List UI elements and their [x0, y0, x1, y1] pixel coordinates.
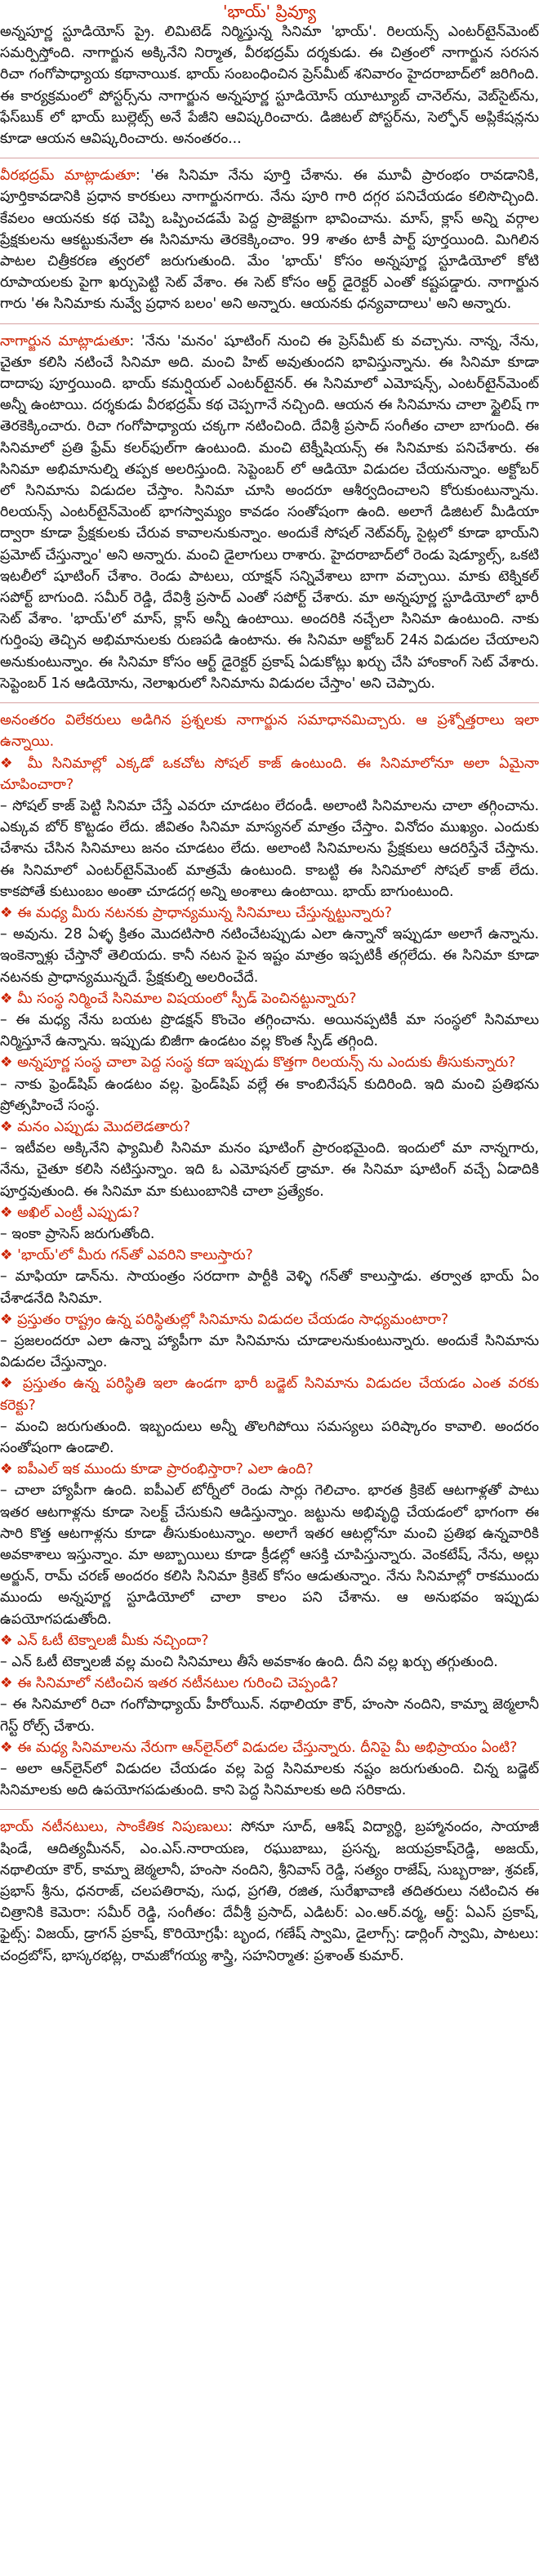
question: ❖ అఖిల్ ఎంట్రీ ఎప్పుడు? — [0, 1204, 140, 1221]
divider — [0, 1809, 539, 1810]
speech-text: 'నేను 'మనం' షూటింగ్ నుంచి ఈ ప్రెస్‌మీట్ కు వచ్చాను. నాన్న, నేను, చైతూ కలిసి నటించే సినిమా అది. మంచి హిట్ అవుతుందని భావిస్తున్నాను. ఈ సినిమా కూడా దాదాపు పూర్తయింది. భాయ్ కమర్షియల్ ఎంటర్‌టైనర్. ఈ సినిమాలో ఎమోషన్స్, ఎంటర్‌టైన్‌మెంట్ అన్నీ ఉంటాయి. దర్శకుడు వీరభద్రమ్ కథ చెప్పగానే నచ్చింది. ఆయన ఈ సినిమాను చాలా స్టైలిష్ గా తెరకెక్కించారు. రిచా గంగోపాధ్యాయ చక్కగా నటించింది. దేవిశ్రీ ప్రసాద్ సంగీతం చాలా బాగుంది. ఈ సినిమాలో ప్రతి ఫ్రేమ్ కలర్‌ఫుల్‌గా ఉంటుంది. మంచి టెక్నీషియన్స్ ఈ సినిమాకు పనిచేశారు. ఈ సినిమా అభిమానుల్ని తప్పక అలరిస్తుంది. సెప్టెంబర్ లో ఆడియో విడుదల చేయనున్నాం. అక్టోబర్ లో సినిమాను విడుదల చేస్తాం. సినిమా చూసి అందరూ ఆశీర్వదించాలని కోరుకుంటున్నాను. రిలయన్స్ ఎంటర్‌టైన్‌మెంట్ భాగస్వామ్యం కావడం సంతోషంగా ఉంది. అలాగే డిజిటల్ మీడియా ద్వారా కూడా ప్రేక్షకులకు చేరువ కావాలనుకున్నాం. అందుకే సోషల్ నెట్‌వర్క్ సైట్లలో కూడా భాయ్‌ని ప్రమోట్ చేస్తున్నాం' అని అన్నారు. మంచి డైలాగులు రాశారు. హైదరాబాద్‌లో రెండు షెడ్యూల్స్, ఒకటి ఇటలీలో షూటింగ్ చేశాం. రెండు పాటలు, యాక్షన్ సన్నివేశాలు బాగా వచ్చాయి. మాకు టెక్నికల్ సపోర్ట్ బాగుంది. సమీర్ రెడ్డి, దేవిశ్రీ ప్రసాద్ ఎంతో సపోర్ట్ చేశారు. మా అన్నపూర్ణ స్టూడియోలో భారీ సెట్ వేశాం. 'భాయ్'లో మాస్, క్లాస్ అన్నీ ఉంటాయి. అందరికి నచ్చేలా సినిమా ఉంటుంది. నాకు గుర్తింపు తెచ్చిన అభిమానులకు రుణపడి ఉంటాను. ఈ సినిమా అక్టోబర్ 24న విడుదల చేయాలని అనుకుంటున్నాం. ఈ సినిమా కోసం ఆర్ట్ డైరెక్టర్ ప్రకాష్ ఏడుకోట్లు ఖర్చు చేసి హాంకాంగ్ సెట్ వేశారు. సెప్టెంబర్ 1న ఆడియోను, నెలాఖరులో సినిమాను విడుదల చేస్తాం' అని చెప్పారు. — [0, 332, 539, 692]
question: ❖ ప్రస్తుతం రాష్ట్రం ఉన్న పరిస్థితుల్లో సినిమాను విడుదల చేయడం సాధ్యమంటారా? — [0, 1311, 449, 1328]
question: ❖ ఈ మధ్య సినిమాలను నేరుగా ఆన్‌లైన్‌లో విడుదల చేస్తున్నారు. దీనిపై మీ అభిప్రాయం ఏంటి? — [0, 1739, 518, 1756]
answer: – మాఫియా డాన్‌ను. సాయంత్రం సరదాగా పార్టీకి వెళ్ళి గన్‌తో కాలుస్తాడు. తర్వాత భాయ్ ఏం చేశాడనేది సినిమా. — [0, 1268, 539, 1307]
answer: – సోషల్ కాజ్ పెట్టి సినిమా చేస్తే ఎవరూ చూడటం లేదండీ. అలాంటి సినిమాలను చాలా తగ్గించాను. ఎక్కువ బోర్ కొట్టడం లేదు. జీవితం సినిమా మాస్యనల్ మాత్రం చేస్తాం. వినోదం ముఖ్యం. ఎందుకు చేశాను చేసిన సినిమాలు జనం చూడటం లేదు. అలాంటి సినిమాలను ప్రేక్షకులు ఆదరిస్తేనే చేస్తాను. ఈ సినిమాలో ఎంటర్‌టైన్‌మెంట్ మాత్రమే ఉంటుంది. కాబట్టి ఈ సినిమాలో సోషల్ కాజ్ లేదు. కాకపోతే కుటుంబం అంతా చూడదగ్గ అన్ని అంశాలు ఉంటాయి. భాయ్ బాగుంటుంది. — [0, 797, 539, 900]
crew-label: భాయ్ నటీనటులు, సాంకేతిక నిపుణులు — [0, 1819, 229, 1836]
answer: – ఇటీవల అక్కినేని ఫ్యామిలీ సినిమా మనం షూటింగ్ ప్రారంభమైంది. ఇందులో మా నాన్నగారు, నేను, చైతూ కలిసి నటిస్తున్నాం. ఇది ఓ ఎమోషనల్ డ్రామా. ఈ సినిమా షూటింగ్ వచ్చే ఏడాదికి పూర్తవుతుంది. ఈ సినిమా మా కుటుంబానికి చాలా ప్రత్యేకం. — [0, 1140, 539, 1200]
divider — [0, 702, 539, 703]
question: ❖ ప్రస్తుతం ఉన్న పరిస్థితి ఇలా ఉండగా భారీ బడ్జెట్ సినిమాను విడుదల చేయడం ఎంత వరకు కరెక్టు? — [0, 1375, 539, 1414]
answer: – అలా ఆన్‌లైన్‌లో విడుదల చేయడం వల్ల పెద్ద సినిమాలకు నష్టం జరుగుతుంది. చిన్న బడ్జెట్ సినిమాలకు అది ఉపయోగపడుతుంది. కాని పెద్ద సినిమాలకు అది సరికాదు. — [0, 1761, 539, 1799]
qa-list — [0, 753, 539, 1802]
answer: – ఎన్ ఓటీ టెక్నాలజీ వల్ల మంచి సినిమాలు తీసే అవకాశం ఉంది. దీని వల్ల ఖర్చు తగ్గుతుంది. — [0, 1654, 498, 1671]
question: ❖ అన్నపూర్ణ సంస్థ చాలా పెద్ద సంస్థ కదా ఇప్పుడు కొత్తగా రిలయన్స్ ను ఎందుకు తీసుకున్నారు? — [0, 1054, 516, 1072]
question: ❖ 'భాయ్'లో మీరు గన్‌తో ఎవరిని కాలుస్తారు? — [0, 1247, 253, 1264]
intro-paragraph: అన్నపూర్ణ స్టూడియోస్ ప్రై. లిమిటెడ్ నిర్మిస్తున్న సినిమా 'భాయ్'. రిలయన్స్ ఎంటర్‌టైన్‌మెంట్ సమర్పిస్తోంది. నాగార్జున అక్కినేని నిర్మాత, వీరభద్రమ్ దర్శకుడు. ఈ చిత్రంలో నాగార్జున సరసన రిచా గంగోపాధ్యాయ కథానాయిక. భాయ్ సంబంధించిన ప్రెస్‌మీట్ శనివారం హైదరాబాద్‌లో జరిగింది. ఈ కార్యక్రమంలో పోస్టర్స్‌ను నాగార్జున అన్నపూర్ణ స్టూడియోస్ యూట్యూబ్ చానెల్‌ను, వెబ్‌సైట్‌ను, ఫేస్‌బుక్ లో భాయ్ బుల్లెట్స్ అనే పేజీని ఆవిష్కరించారు. డిజిటల్ పోస్టర్‌ను, సెల్ఫోన్ అప్లికేషన్లను కూడా ఆయన ఆవిష్కరించారు. అనంతరం... — [0, 24, 539, 148]
question: ❖ మీ సంస్థ నిర్మించే సినిమాల విషయంలో స్పీడ్ పెంచినట్టున్నారు? — [0, 990, 357, 1007]
crew-list: సోనూ సూద్, ఆశిష్ విద్యార్థి, బ్రహ్మానందం, సాయాజీ షిండే, ఆదిత్యమీనన్, ఎం.ఎస్.నారాయణ, రఘుబాబు, ప్రసన్న, జయప్రకాష్‌రెడ్డి, అజయ్, నథాలియా కౌర్, కామ్నా జెఠ్మలానీ, హంసా నందిని, శ్రీనివాస్ రెడ్డి, సత్యం రాజేష్, సుబ్బరాజు, శ్రవణ్, ప్రభాస్ శ్రీను, ధనరాజ్, చలపతిరావు, సుధ, ప్రగతి, రజిత, సురేఖావాణి తదితరులు నటించిన ఈ చిత్రానికి కెమెరా: సమీర్ రెడ్డి, సంగీతం: దేవీశ్రీ ప్రసాద్, ఎడిటర్: ఎం.ఆర్.వర్మ, ఆర్ట్: ఏఎస్ ప్రకాష్, ఫైట్స్: విజయ్, డ్రాగన్ ప్రకాష్, కొరియోగ్రఫీ: బృంద, గణేష్ స్వామి, డైలాగ్స్: డార్లింగ్ స్వామి, పాటలు: చంద్రబోస్, భాస్కరభట్ల, రామజోగయ్య శాస్త్రి, సహనిర్మాత: ప్రశాంత్ కుమార్. — [0, 1819, 539, 1964]
answer: – నాకు ఫ్రెండ్‌షిప్ ఉండటం వల్ల. ఫ్రెండ్‌షిప్ వల్లే ఈ కాంబినేషన్ కుదిరింది. ఇది మంచి ప్రతిభను ప్రోత్సహించే సంస్థ. — [0, 1076, 539, 1114]
answer: – చాలా హ్యాపీగా ఉంది. ఐపీఎల్ టోర్నీలో రెండు సార్లు గెలిచాం. భారత క్రికెట్ ఆటగాళ్లతో పాటు ఇతర ఆటగాళ్లను కూడా సెలక్ట్ చేసుకుని ఆడిస్తున్నాం. జట్టును అభివృద్ధి చేయడంలో భాగంగా ఈ సారి కొత్త ఆటగాళ్లను కూడా తీసుకుంటున్నాం. అలాగే ఇతర ఆటల్లోనూ మంచి ప్రతిభ ఉన్నవారికి అవకాశాలు ఇస్తున్నాం. మా అబ్బాయిలు కూడా క్రీడల్లో ఆసక్తి చూపిస్తున్నారు. వెంకటేష్, నేను, అల్లు అర్జున్, రామ్ చరణ్ అందరం కలిసి సినిమా క్రికెట్ కోసం ఆడుతున్నాం. నేను సినిమాల్లో రాకముందు ముందు అన్నపూర్ణ స్టూడియోలో చాలా కాలం పని చేశాను. ఆ అనుభవం ఇప్పుడు ఉపయోగపడుతోంది. — [0, 1482, 539, 1628]
producer-speech: నాగార్జున మాట్లాడుతూ: 'నేను 'మనం' షూటింగ్ నుంచి ఈ ప్రెస్‌మీట్ కు వచ్చాను. నాన్న, నేను, చైతూ కలిసి నటించే సినిమా అది. మంచి హిట్ అవుతుందని భావిస్తున్నాను. ఈ సినిమా కూడా దాదాపు పూర్తయింది. భాయ్ కమర్షియల్ ఎంటర్‌టైనర్. ఈ సినిమాలో ఎమోషన్స్, ఎంటర్‌టైన్‌మెంట్ అన్నీ ఉంటాయి. దర్శకుడు వీరభద్రమ్ కథ చెప్పగానే నచ్చింది. ఆయన ఈ సినిమాను చాలా స్టైలిష్ గా తెరకెక్కించారు. రిచా గంగోపాధ్యాయ చక్కగా నటించింది. దేవిశ్రీ ప్రసాద్ సంగీతం చాలా బాగుంది. ఈ సినిమాలో ప్రతి ఫ్రేమ్ కలర్‌ఫుల్‌గా ఉంటుంది. మంచి టెక్నీషియన్స్ ఈ సినిమాకు పనిచేశారు. ఈ సినిమా అభిమానుల్ని తప్పక అలరిస్తుంది. సెప్టెంబర్ లో ఆడియో విడుదల చేయనున్నాం. అక్టోబర్ లో సినిమాను విడుదల చేస్తాం. సినిమా చూసి అందరూ ఆశీర్వదించాలని కోరుకుంటున్నాను. రిలయన్స్ ఎంటర్‌టైన్‌మెంట్ భాగస్వామ్యం కావడం సంతోషంగా ఉంది. అలాగే డిజిటల్ మీడియా ద్వారా కూడా ప్రేక్షకులకు చేరువ కావాలనుకున్నాం. అందుకే సోషల్ నెట్‌వర్క్ సైట్లలో కూడా భాయ్‌ని ప్రమోట్ చేస్తున్నాం' అని అన్నారు. మంచి డైలాగులు రాశారు. హైదరాబాద్‌లో రెండు షెడ్యూల్స్, ఒకటి ఇటలీలో షూటింగ్ చేశాం. రెండు పాటలు, యాక్షన్ సన్నివేశాలు బాగా వచ్చాయి. మాకు టెక్నికల్ సపోర్ట్ బాగుంది. సమీర్ రెడ్డి, దేవిశ్రీ ప్రసాద్ ఎంతో సపోర్ట్ చేశారు. మా అన్నపూర్ణ స్టూడియోలో భారీ సెట్ వేశాం. 'భాయ్'లో మాస్, క్లాస్ అన్నీ ఉంటాయి. అందరికి నచ్చేలా సినిమా ఉంటుంది. నాకు గుర్తింపు తెచ్చిన అభిమానులకు రుణపడి ఉంటాను. ఈ సినిమా అక్టోబర్ 24న విడుదల చేయాలని అనుకుంటున్నాం. ఈ సినిమా కోసం ఆర్ట్ డైరెక్టర్ ప్రకాష్ ఏడుకోట్లు ఖర్చు చేసి హాంకాంగ్ సెట్ వేశారు. సెప్టెంబర్ 1న ఆడియోను, నెలాఖరులో సినిమాను విడుదల చేస్తాం' అని చెప్పారు. — [0, 332, 539, 692]
question: ❖ మనం ఎప్పుడు మొదలెడతారు? — [0, 1118, 191, 1135]
question: ❖ ఈ సినిమాలో నటించిన ఇతర నటీనటుల గురించి చెప్పండి? — [0, 1675, 339, 1692]
answer: – మంచి జరుగుతుంది. ఇబ్బందులు అన్నీ తొలగిపోయి సమస్యలు పరిష్కారం కావాలి. అందరం సంతోషంగా ఉండాలి. — [0, 1418, 539, 1456]
question: ❖ ఐపీఎల్ ఇక ముందు కూడా ప్రారంభిస్తారా? ఎలా ఉంది? — [0, 1461, 314, 1478]
question: ❖ ఎన్ ఓటీ టెక్నాలజీ మీకు నచ్చిందా? — [0, 1632, 209, 1649]
director-speech: వీరభద్రమ్ మాట్లాడుతూ: 'ఈ సినిమా నేను పూర్తి చేశాను. ఈ మూవీ ప్రారంభం రావడానికి, పూర్తికావడానికి ప్రధాన కారకులు నాగార్జునగారు. నేను పూరి గారి దగ్గర పనిచేయడం కలిసొచ్చింది. కేవలం ఆయనకు కథ చెప్పి ఒప్పించడమే పెద్ద ప్రాజెక్టుగా భావించాను. మాస్, క్లాస్ అన్ని వర్గాల ప్రేక్షకులను ఆకట్టుకునేలా ఈ సినిమాను తెరకెక్కించాం. 99 శాతం టాకీ పార్ట్ పూర్తయింది. మిగిలిన పాటల చిత్రీకరణ త్వరలో జరుగుతుంది. మేం 'భాయ్' కోసం అన్నపూర్ణ స్టూడియోలో కోటి రూపాయలకు పైగా ఖర్చుపెట్టి సెట్ వేశాం. ఈ సెట్ కోసం ఆర్ట్ డైరెక్టర్ ఎంతో కష్టపడ్డారు. నాగార్జున గారు 'ఈ సినిమాకు నువ్వే ప్రధాన బలం' అని అన్నారు. ఆయనకు ధన్యవాదాలు' అని అన్నారు. — [0, 167, 539, 313]
article-title: 'భాయ్' ప్రివ్యూ — [222, 2, 317, 21]
divider — [0, 323, 539, 324]
answer: – ప్రజలందరూ ఎలా ఉన్నా హ్యాపీగా మా సినిమాను చూడాలనుకుంటున్నారు. అందుకే సినిమాను విడుదల చేస్తున్నాం. — [0, 1332, 539, 1371]
answer: – ఈ మధ్య నేను బయట ప్రొడక్షన్ కొంచెం తగ్గించాను. అయినప్పటికీ మా సంస్థలో సినిమాలు నిర్మిస్తూనే ఉన్నాను. ఇప్పుడు బిజీగా ఉండటం వల్ల కొంత స్పీడ్ తగ్గింది. — [0, 1011, 539, 1050]
answer: – ఇంకా ప్రాసెస్ జరుగుతోంది. — [0, 1225, 155, 1242]
speech-text: 'ఈ సినిమా నేను పూర్తి చేశాను. ఈ మూవీ ప్రారంభం రావడానికి, పూర్తికావడానికి ప్రధాన కారకులు నాగార్జునగారు. నేను పూరి గారి దగ్గర పనిచేయడం కలిసొచ్చింది. కేవలం ఆయనకు కథ చెప్పి ఒప్పించడమే పెద్ద ప్రాజెక్టుగా భావించాను. మాస్, క్లాస్ అన్ని వర్గాల ప్రేక్షకులను ఆకట్టుకునేలా ఈ సినిమాను తెరకెక్కించాం. 99 శాతం టాకీ పార్ట్ పూర్తయింది. మిగిలిన పాటల చిత్రీకరణ త్వరలో జరుగుతుంది. మేం 'భాయ్' కోసం అన్నపూర్ణ స్టూడియోలో కోటి రూపాయలకు పైగా ఖర్చుపెట్టి సెట్ వేశాం. ఈ సెట్ కోసం ఆర్ట్ డైరెక్టర్ ఎంతో కష్టపడ్డారు. నాగార్జున గారు 'ఈ సినిమాకు నువ్వే ప్రధాన బలం' అని అన్నారు. ఆయనకు ధన్యవాదాలు' అని అన్నారు. — [0, 167, 539, 313]
qa-lead: అనంతరం విలేకరులు అడిగిన ప్రశ్నలకు నాగార్జున సమాధానమిచ్చారు. ఆ ప్రశ్నోత్తరాలు ఇలా ఉన్నాయి. — [0, 712, 539, 751]
question: ❖ మీ సినిమాల్లో ఎక్కడో ఒకచోట సోషల్ కాజ్ ఉంటుంది. ఈ సినిమాలోనూ అలా ఏమైనా చూపించారా? — [0, 755, 539, 793]
qa-section — [0, 710, 539, 1801]
speaker-label: నాగార్జున మాట్లాడుతూ — [0, 332, 130, 350]
answer: – ఈ సినిమాలో రిచా గంగోపాధ్యాయ్ హీరోయిన్. నథాలియా కౌర్, హంసా నందిని, కామ్నా జెఠ్మలానీ గెస్ట్ రోల్స్ చేశారు. — [0, 1696, 539, 1735]
crew-section: భాయ్ నటీనటులు, సాంకేతిక నిపుణులు: సోనూ సూద్, ఆశిష్ విద్యార్థి, బ్రహ్మానందం, సాయాజీ షిండే, ఆదిత్యమీనన్, ఎం.ఎస్.నారాయణ, రఘుబాబు, ప్రసన్న, జయప్రకాష్‌రెడ్డి, అజయ్, నథాలియా కౌర్, కామ్నా జెఠ్మలానీ, హంసా నందిని, శ్రీనివాస్ రెడ్డి, సత్యం రాజేష్, సుబ్బరాజు, శ్రవణ్, ప్రభాస్ శ్రీను, ధనరాజ్, చలపతిరావు, సుధ, ప్రగతి, రజిత, సురేఖావాణి తదితరులు నటించిన ఈ చిత్రానికి కెమెరా: సమీర్ రెడ్డి, సంగీతం: దేవీశ్రీ ప్రసాద్, ఎడిటర్: ఎం.ఆర్.వర్మ, ఆర్ట్: ఏఎస్ ప్రకాష్, ఫైట్స్: విజయ్, డ్రాగన్ ప్రకాష్, కొరియోగ్రఫీ: బృంద, గణేష్ స్వామి, డైలాగ్స్: డార్లింగ్ స్వామి, పాటలు: చంద్రబోస్, భాస్కరభట్ల, రామజోగయ్య శాస్త్రి, సహనిర్మాత: ప్రశాంత్ కుమార్. — [0, 1819, 539, 1964]
answer: – అవును. 28 ఏళ్ళ క్రితం మొదటిసారి నటించేటప్పుడు ఎలా ఉన్నానో ఇప్పుడూ అలాగే ఉన్నాను. ఇంకెన్నాళ్లు చేస్తానో తెలియదు. కానీ నటన పైన ఇష్టం మాత్రం ఇప్పటికీ తగ్గలేదు. ఈ సినిమా కూడా నటనకు ప్రాధాన్యమున్నదే. ప్రేక్షకుల్ని అలరించేదే. — [0, 926, 539, 986]
speaker-label: వీరభద్రమ్ మాట్లాడుతూ — [0, 167, 136, 185]
question: ❖ ఈ మధ్య మీరు నటనకు ప్రాధాన్యమున్న సినిమాలు చేస్తున్నట్టున్నారు? — [0, 904, 393, 921]
